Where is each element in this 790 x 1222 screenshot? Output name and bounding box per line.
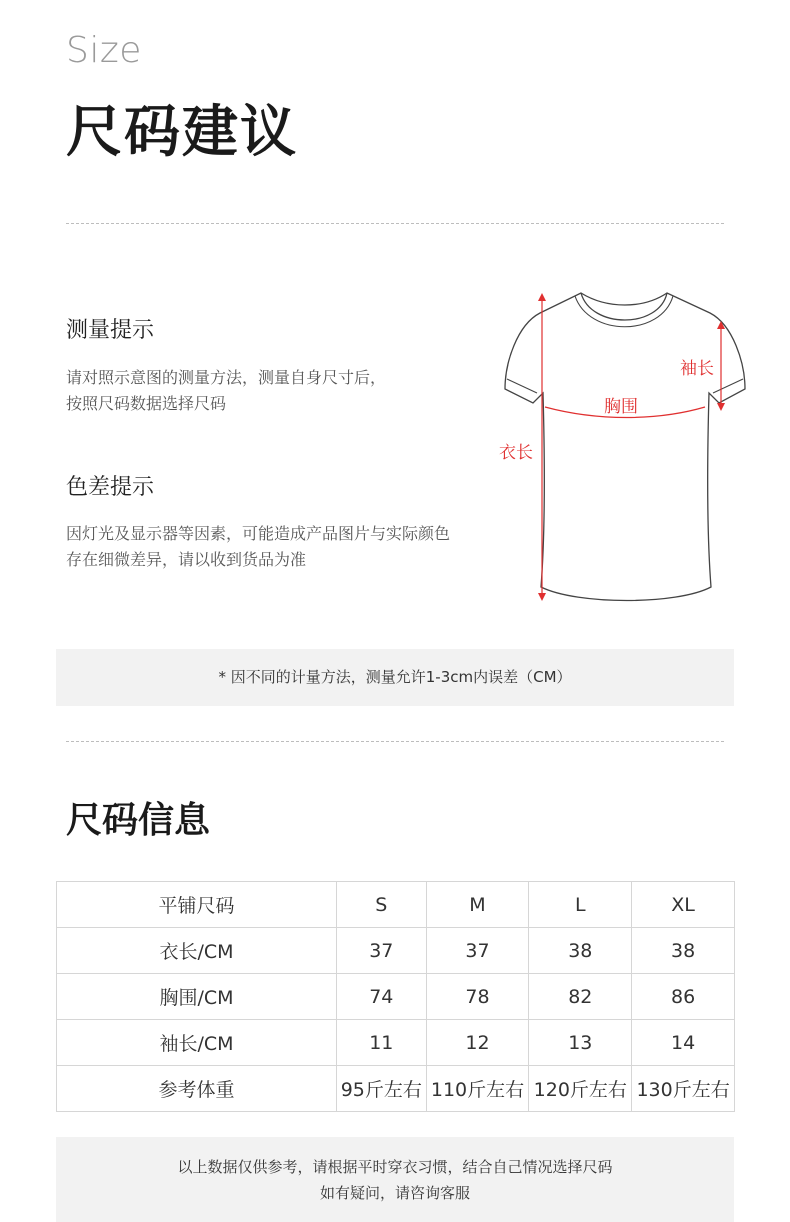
- size-english-label: Size: [66, 30, 142, 71]
- table-cell: 衣长/CM: [57, 928, 337, 974]
- table-cell: 120斤左右: [529, 1066, 632, 1112]
- color-tip-text: [66, 521, 450, 573]
- table-cell: 13: [529, 1020, 632, 1066]
- table-row: [57, 1066, 735, 1112]
- measure-tip-title: 测量提示: [66, 318, 155, 343]
- table-row: [57, 974, 735, 1020]
- footer-note-line-2: 如有疑问，请咨询客服: [319, 1184, 470, 1202]
- footer-note-line-1: 以上数据仅供参考，请根据平时穿衣习惯，结合自己情况选择尺码: [177, 1158, 613, 1176]
- table-header-row: [57, 882, 735, 928]
- table-cell: 95斤左右: [337, 1066, 427, 1112]
- table-cell: 袖长/CM: [57, 1020, 337, 1066]
- measure-tip-line-2: 按照尺码数据选择尺码: [66, 394, 227, 413]
- table-cell: 38: [632, 928, 735, 974]
- table-cell: 胸围/CM: [57, 974, 337, 1020]
- sleeve-length-label: 袖长: [680, 359, 714, 379]
- measure-tip-line-1: 请对照示意图的测量方法，测量自身尺寸后，: [66, 368, 387, 387]
- table-header-cell: S: [337, 882, 427, 928]
- table-cell: 37: [337, 928, 427, 974]
- table-header-cell: M: [426, 882, 529, 928]
- table-cell: 14: [632, 1020, 735, 1066]
- table-header-cell: XL: [632, 882, 735, 928]
- table-cell: 130斤左右: [632, 1066, 735, 1112]
- measure-tip-text: [66, 365, 386, 417]
- table-cell: 110斤左右: [426, 1066, 529, 1112]
- tshirt-outline: [505, 293, 745, 601]
- page-title: 尺码建议: [66, 100, 298, 165]
- tshirt-collar: [581, 293, 667, 320]
- table-cell: 11: [337, 1020, 427, 1066]
- color-tip-line-1: 因灯光及显示器等因素，可能造成产品图片与实际颜色: [66, 524, 451, 543]
- table-header-cell: L: [529, 882, 632, 928]
- size-table: [56, 881, 735, 1112]
- chest-label: 胸围: [604, 397, 638, 417]
- size-info-title: 尺码信息: [66, 800, 211, 841]
- table-cell: 参考体重: [57, 1066, 337, 1112]
- table-row: [57, 928, 735, 974]
- table-cell: 86: [632, 974, 735, 1020]
- divider-middle: [66, 741, 724, 742]
- table-cell: 37: [426, 928, 529, 974]
- tshirt-diagram: [497, 285, 752, 610]
- table-cell: 78: [426, 974, 529, 1020]
- color-tip-line-2: 存在细微差异，请以收到货品为准: [66, 550, 307, 569]
- divider-top: [66, 223, 724, 224]
- color-tip-title: 色差提示: [66, 475, 155, 500]
- table-cell: 38: [529, 928, 632, 974]
- table-row: [57, 1020, 735, 1066]
- table-cell: 82: [529, 974, 632, 1020]
- table-cell: 74: [337, 974, 427, 1020]
- table-cell: 12: [426, 1020, 529, 1066]
- footer-note: [56, 1137, 734, 1222]
- measurement-error-note: * 因不同的计量方法，测量允许1-3cm内误差（CM）: [56, 649, 734, 706]
- table-header-cell: 平铺尺码: [57, 882, 337, 928]
- body-length-label: 衣长: [499, 443, 533, 463]
